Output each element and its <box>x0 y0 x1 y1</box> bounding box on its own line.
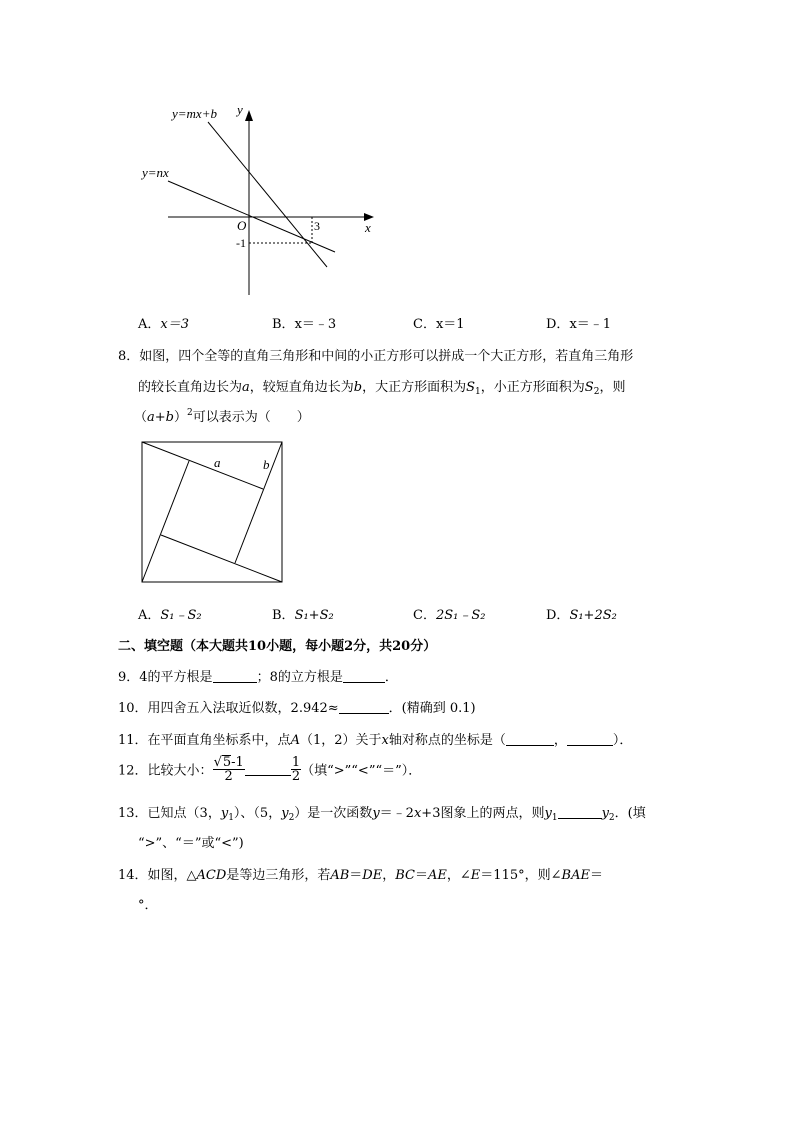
answer-blank[interactable] <box>506 733 554 746</box>
answer-blank[interactable] <box>343 670 385 683</box>
answer-blank[interactable] <box>567 733 613 746</box>
section-title: 二、填空题（本大题共10小题，每小题2分，共20分） <box>118 639 437 654</box>
tick-label-neg1: -1 <box>236 236 246 250</box>
q8-line2 <box>138 376 625 397</box>
option-letter: D． <box>546 317 570 332</box>
var-y1: y <box>220 806 229 821</box>
q8-option-c <box>413 604 485 623</box>
var-DE: DE <box>362 868 383 883</box>
q10 <box>118 697 476 716</box>
text: ．(精确到 0.1) <box>388 701 476 716</box>
text: ；8的立方根是 <box>256 670 343 685</box>
var-b: b <box>353 380 363 395</box>
question-text: 如图，四个全等的直角三角形和中间的小正方形可以拼成一个大正方形，若直角三角形 <box>139 349 634 364</box>
text: ＝ <box>414 868 428 883</box>
q14-line1 <box>118 864 603 883</box>
text: （填“>”“<”“＝”）． <box>301 763 422 779</box>
outer-square <box>142 442 282 582</box>
tick-label-3: 3 <box>314 219 320 233</box>
text: 比较大小： <box>147 763 213 779</box>
var-BAE: BAE <box>561 868 590 883</box>
q8-option-d <box>546 604 617 623</box>
text: ） <box>173 410 187 425</box>
option-text: x＝3 <box>160 317 189 332</box>
q7-option-c <box>413 313 465 332</box>
q7-option-a <box>138 313 189 332</box>
var-AB: AB <box>330 868 350 883</box>
numerator-tail: -1 <box>231 755 244 770</box>
subscript: 1 <box>475 387 481 397</box>
var-AE: AE <box>428 868 447 883</box>
text: ．(填 <box>614 806 646 821</box>
text: （ <box>134 410 148 425</box>
option-text: 2S₁﹣S₂ <box>435 608 486 623</box>
text: 轴对称点的坐标是（ <box>388 733 506 748</box>
fraction-sqrt5-minus-1-over-2: $\frac{√5-1}{2}$ <box>213 755 244 784</box>
text: 在平面直角坐标系中，点 <box>147 733 291 748</box>
text: ，大正方形面积为 <box>362 380 467 395</box>
subscript: 2 <box>288 813 295 823</box>
text: （1，2）关于 <box>299 733 382 748</box>
line-mx-plus-b <box>208 122 327 267</box>
var-y: y <box>372 806 380 821</box>
option-text: S₁﹣S₂ <box>160 608 202 623</box>
linear-functions-graph <box>130 95 390 305</box>
var-y2: y <box>281 806 289 821</box>
question-number: 9． <box>118 670 140 685</box>
text: 如图，△ <box>147 868 197 883</box>
text: ，则 <box>599 380 626 395</box>
subscript: 2 <box>608 813 615 823</box>
q8-line1 <box>118 345 633 364</box>
triangle-edge <box>142 442 263 489</box>
q9 <box>118 666 398 685</box>
text: ，小正方形面积为 <box>480 380 585 395</box>
answer-blank[interactable] <box>245 763 291 776</box>
q8-line3 <box>134 406 310 425</box>
question-number: 13． <box>118 806 148 821</box>
denominator: 2 <box>291 768 301 784</box>
question-number: 8． <box>118 349 140 364</box>
text: ， <box>553 733 567 748</box>
option-letter: B． <box>272 608 295 623</box>
text: ＝ <box>349 868 363 883</box>
answer-blank[interactable] <box>558 806 602 819</box>
var-ab: a+b <box>147 410 174 425</box>
text: ， <box>382 868 396 883</box>
text: ＝115°，则∠ <box>480 868 562 883</box>
question-number: 10． <box>118 701 148 716</box>
option-text: x＝1 <box>435 317 465 332</box>
option-text: x＝﹣3 <box>294 317 337 332</box>
triangle-edge <box>235 442 282 563</box>
text: ＝﹣2 <box>379 806 414 821</box>
var-x: x <box>381 733 389 748</box>
text: 4的平方根是 <box>139 670 213 685</box>
q7-option-d <box>546 313 611 332</box>
axis-label-y: y <box>237 102 243 117</box>
text: ＝ <box>589 868 603 883</box>
answer-blank[interactable] <box>339 701 389 714</box>
y-axis-arrow <box>245 110 253 121</box>
option-letter: C． <box>413 317 436 332</box>
question-number: 11． <box>118 733 148 748</box>
var-ACD: ACD <box>196 868 227 883</box>
subscript: 1 <box>551 813 558 823</box>
numerator: 1 <box>291 754 301 770</box>
label-b: b <box>263 457 270 472</box>
fraction-one-half <box>291 756 301 783</box>
superscript: 2 <box>187 408 193 418</box>
option-letter: A． <box>138 317 161 332</box>
option-text: S₁+2S₂ <box>569 608 617 623</box>
triangle-edge <box>142 461 189 582</box>
q13-line2: “>”、“＝”或“<”) <box>138 836 244 851</box>
text: ）． <box>612 733 633 748</box>
var-a: a <box>242 380 250 395</box>
q7-option-b <box>272 313 336 332</box>
label-a: a <box>214 455 221 470</box>
text: ，较短直角边长为 <box>249 380 354 395</box>
text: 是等边三角形，若 <box>226 868 331 883</box>
question-number: 12． <box>118 763 148 779</box>
q14-line2: °． <box>138 898 158 913</box>
q12 <box>118 755 421 783</box>
var-s1: S <box>466 380 476 395</box>
text: ． <box>384 670 398 685</box>
triangle-edge <box>161 535 282 582</box>
var-E: E <box>470 868 481 883</box>
radicand: 5 <box>222 755 232 770</box>
q11 <box>118 729 632 748</box>
option-letter: D． <box>546 608 570 623</box>
pythagoras-square-figure <box>140 441 286 585</box>
var-BC: BC <box>395 868 415 883</box>
text: ，∠ <box>446 868 471 883</box>
label-y-mx-b: y=mx+b <box>172 106 217 121</box>
var-A: A <box>290 733 300 748</box>
var-y1: y <box>544 806 552 821</box>
answer-blank[interactable] <box>213 670 257 683</box>
q13-line1 <box>118 802 646 823</box>
option-letter: C． <box>413 608 436 623</box>
option-letter: B． <box>272 317 295 332</box>
text: +3图象上的两点，则 <box>421 806 545 821</box>
option-text: x＝﹣1 <box>569 317 612 332</box>
subscript: 1 <box>228 813 234 823</box>
subscript: 2 <box>593 387 600 397</box>
text: 用四舍五入法取近似数，2.942≈ <box>147 701 339 716</box>
origin-label: O <box>237 218 247 233</box>
q8-option-a <box>138 604 202 623</box>
text: 的较长直角边长为 <box>138 380 243 395</box>
q8-option-b <box>272 604 334 623</box>
denominator: 2 <box>224 769 233 784</box>
text: ）是一次函数 <box>294 806 373 821</box>
text: 已知点（3， <box>147 806 221 821</box>
text: ）、（5， <box>233 806 282 821</box>
label-y-nx: y=nx <box>142 165 169 180</box>
var-y2: y <box>601 806 609 821</box>
option-letter: A． <box>138 608 161 623</box>
question-number: 14． <box>118 868 148 883</box>
var-x: x <box>413 806 422 821</box>
axis-label-x: x <box>365 220 371 235</box>
text: 可以表示为（ ） <box>192 410 310 425</box>
option-text: S₁+S₂ <box>294 608 334 623</box>
var-s2: S <box>584 380 594 395</box>
